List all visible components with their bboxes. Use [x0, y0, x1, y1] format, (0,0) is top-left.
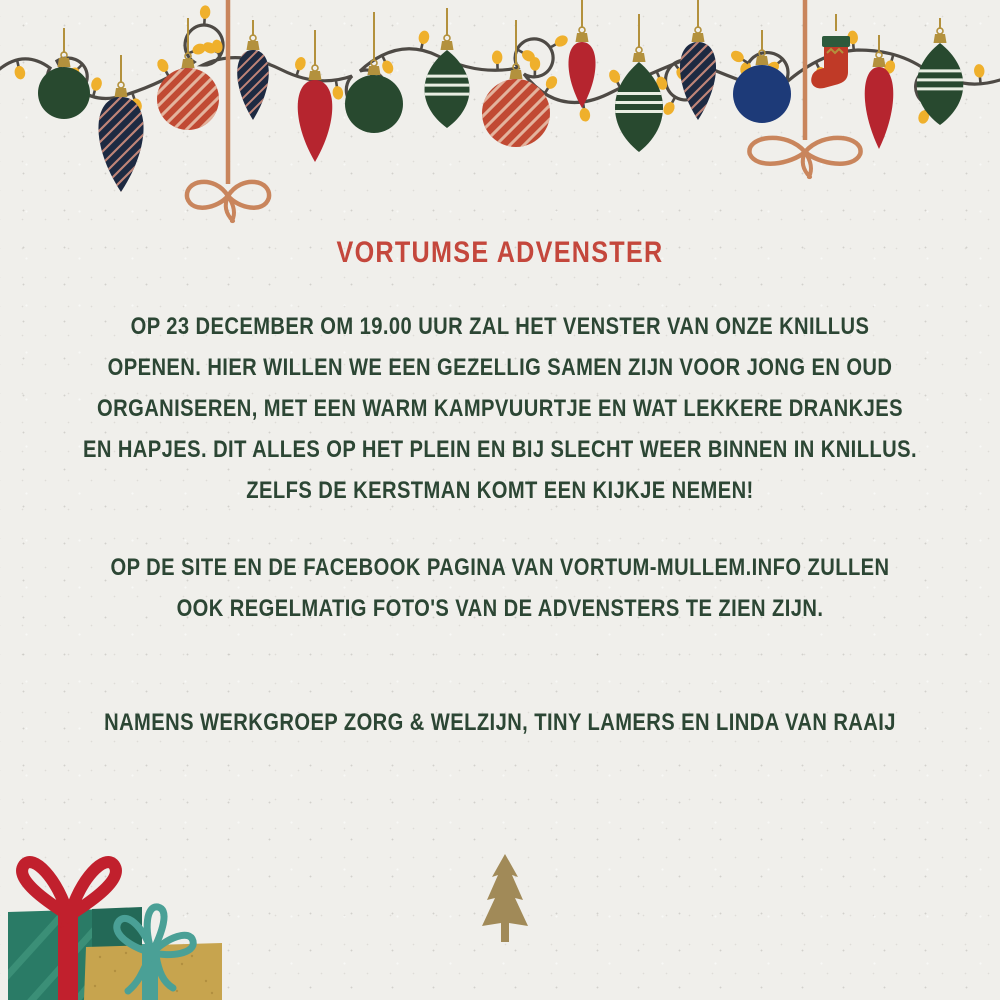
bulb-socket: [657, 71, 660, 77]
bulb-socket: [545, 88, 549, 94]
ornament-cap: [510, 70, 523, 79]
light-bulb: [155, 57, 171, 77]
bulb-glass: [543, 74, 559, 91]
bulb-socket: [17, 60, 19, 67]
bulb-glass: [607, 68, 622, 85]
light-bulb: [492, 50, 503, 70]
bulb-glass: [417, 30, 430, 46]
ornament-cap: [182, 59, 195, 68]
bulb-glass: [90, 76, 104, 92]
ornament-cap: [633, 53, 646, 62]
ornament-cap: [576, 33, 589, 42]
text-line: ZELFS DE KERSTMAN KOMT EEN KIJKJE NEMEN!: [246, 477, 754, 504]
bulb-socket: [853, 43, 854, 50]
signature-line: NAMENS WERKGROEP ZORG & WELZIJN, TINY LAMERS EN LINDA VAN RAAIJ: [104, 709, 896, 736]
bulb-glass: [155, 57, 171, 74]
light-bulb: [607, 68, 622, 88]
text-line: OOK REGELMATIG FOTO'S VAN DE ADVENSTERS TE ZIEN ZIJN.: [176, 595, 824, 622]
ornament-body: [38, 67, 90, 119]
ornament-cap: [873, 58, 886, 67]
bulb-socket: [743, 60, 749, 64]
bulb-socket: [517, 49, 523, 52]
light-bulb: [729, 48, 749, 64]
light-bulb: [199, 5, 210, 25]
gift-boxes-decoration: [0, 835, 260, 1000]
bulb-glass: [579, 107, 591, 122]
bow-loop-right: [70, 862, 116, 915]
light-bulb: [90, 76, 104, 97]
stocking-cuff: [822, 36, 850, 47]
bulb-socket: [777, 59, 782, 64]
pine-tree-decoration: [478, 852, 532, 942]
ornament-body: [568, 42, 595, 108]
event-description-paragraph: [80, 306, 920, 511]
light-bulb: [550, 33, 570, 49]
bow-knot: [60, 905, 78, 923]
text-line: ORGANISEREN, MET EEN WARM KAMPVUURTJE EN WAT LEKKERE DRANKJES: [97, 395, 903, 422]
ornament-cap: [441, 41, 454, 50]
bulb-glass: [729, 48, 746, 64]
light-bulb: [661, 97, 677, 117]
ornament-cap: [756, 56, 769, 65]
bulb-glass: [492, 50, 503, 64]
ornament-body: [865, 67, 894, 149]
light-bulb: [293, 56, 307, 76]
ornament-cap: [368, 66, 381, 75]
bulb-socket: [980, 77, 981, 84]
green-striped-lens-ornament: [900, 18, 980, 125]
light-bulb: [380, 55, 395, 75]
bulb-socket: [674, 63, 678, 69]
tree-silhouette: [482, 854, 528, 942]
light-bulb: [543, 74, 559, 94]
ornament-cap: [115, 88, 128, 97]
blue-ball-ornament: [733, 30, 791, 123]
red-drop-ornament: [568, 0, 595, 108]
stocking-ornament: [811, 14, 850, 88]
string-lights-garland: [0, 0, 1000, 240]
bulb-socket: [77, 64, 82, 69]
bulb-glass: [553, 33, 570, 49]
ornament-body: [733, 65, 791, 123]
bulb-socket: [93, 90, 95, 97]
bulb-glass: [661, 100, 677, 117]
ornament-cap: [934, 34, 947, 43]
ornament-cap: [692, 33, 705, 42]
light-bulb: [13, 60, 26, 80]
bulb-glass: [380, 59, 395, 76]
bulb-socket: [816, 62, 819, 68]
bulb-glass: [293, 56, 307, 72]
light-bulb: [530, 57, 541, 77]
bulb-glass: [332, 85, 344, 100]
text-line: OP DE SITE EN DE FACEBOOK PAGINA VAN VORTUM-MULLEM.INFO ZULLEN: [110, 554, 890, 581]
bulb-socket: [672, 97, 675, 103]
text-line: EN HAPJES. DIT ALLES OP HET PLEIN EN BIJ SLECHT WEER BINNEN IN KNILLUS.: [82, 436, 918, 463]
ornament-body: [345, 75, 403, 133]
ornament-cap: [247, 41, 260, 50]
website-info-paragraph: [80, 547, 920, 629]
bulb-glass: [13, 65, 26, 81]
bow-loop-left: [22, 862, 68, 915]
light-bulb: [973, 64, 985, 84]
light-bulb: [417, 30, 430, 50]
ornament-body: [615, 62, 663, 152]
bulb-glass: [199, 5, 210, 19]
green-ball-ornament: [345, 12, 403, 133]
text-line: OPENEN. HIER WILLEN WE EEN GEZELLIG SAMEN ZIJN VOOR JONG EN OUD: [107, 354, 893, 381]
ornament-cap: [309, 71, 322, 80]
text-line: OP 23 DECEMBER OM 19.00 UUR ZAL HET VENSTER VAN ONZE KNILLUS: [130, 313, 870, 340]
bulb-socket: [550, 44, 556, 47]
ornament-body: [298, 80, 333, 162]
ornament-body: [425, 50, 470, 128]
green-ball-ornament: [38, 28, 90, 119]
bulb-socket: [382, 55, 385, 61]
bulb-glass: [973, 64, 985, 79]
red-drop-ornament: [298, 30, 333, 162]
ornament-cap: [58, 58, 71, 67]
poster-title: VORTUMSE ADVENSTER: [336, 236, 664, 269]
light-bulb: [332, 80, 344, 100]
bulb-socket: [336, 80, 337, 87]
bulb-socket: [421, 43, 423, 50]
bulb-socket: [218, 52, 219, 59]
